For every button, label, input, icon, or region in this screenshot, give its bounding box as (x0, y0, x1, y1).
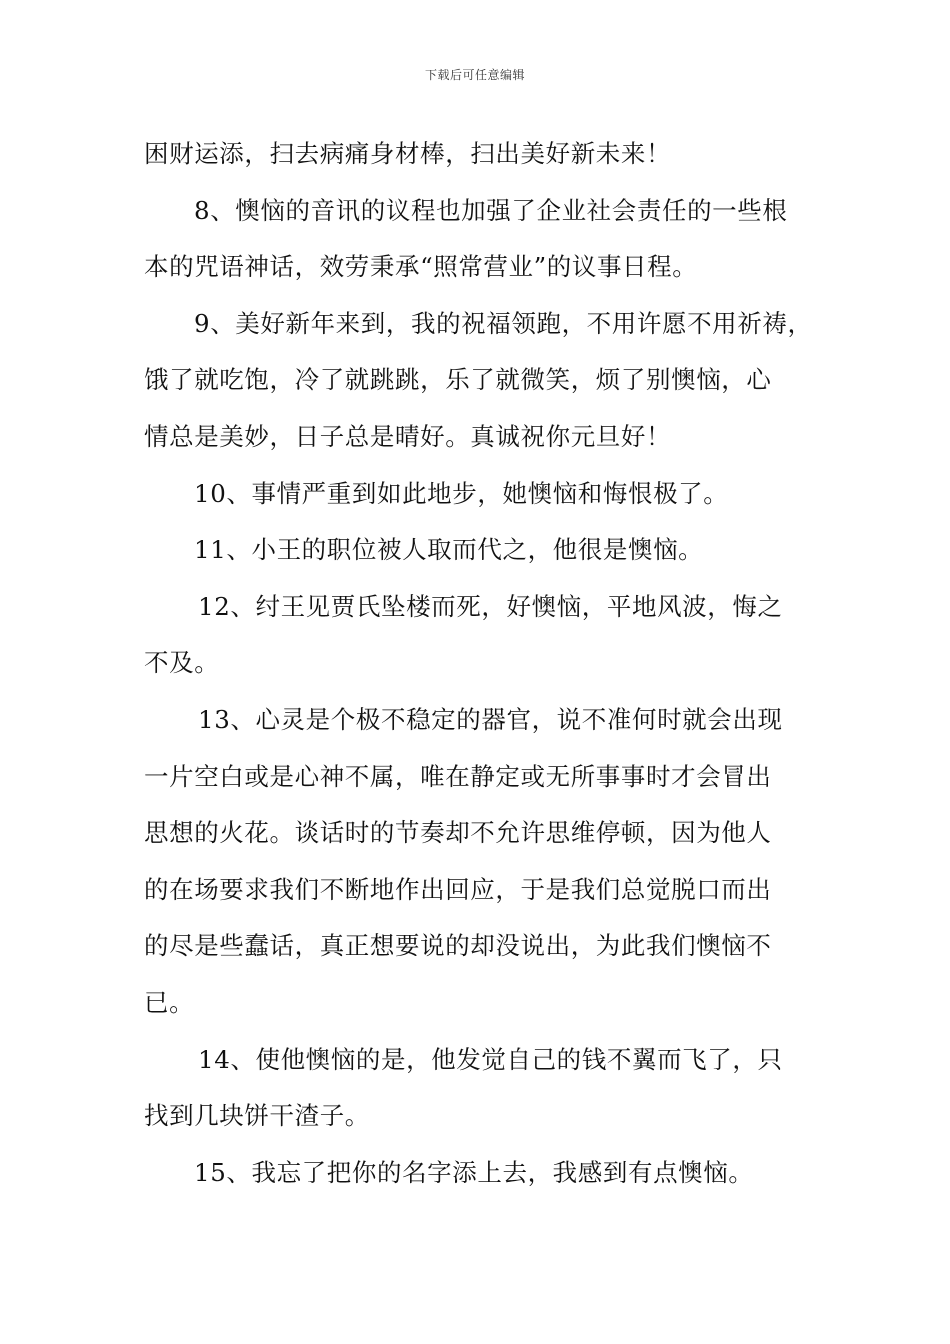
text-line: 的在场要求我们不断地作出回应，于是我们总觉脱口而出 (144, 874, 772, 904)
text-line: 一片空白或是心神不属，唯在静定或无所事事时才会冒出 (144, 761, 772, 791)
text-line: 9、美好新年来到，我的祝福领跑，不用许愿不用祈祷， (194, 308, 813, 338)
text-line: 不及。 (144, 648, 220, 678)
text-line: 找到几块饼干渣子。 (144, 1101, 370, 1131)
text-line: 饿了就吃饱，冷了就跳跳，乐了就微笑，烦了别懊恼，心 (144, 365, 772, 395)
text-line: 13、心灵是个极不稳定的器官，说不准何时就会出现 (198, 704, 783, 734)
text-line: 11、小王的职位被人取而代之，他很是懊恼。 (194, 535, 704, 565)
text-line: 的尽是些蠢话，真正想要说的却没说出，为此我们懊恼不 (144, 931, 772, 961)
document-body (144, 126, 814, 1201)
page-header: 下载后可任意编辑 (424, 68, 525, 82)
text-line: 思想的火花。谈话时的节奏却不允许思维停顿，因为他人 (144, 818, 772, 848)
text-line: 10、事情严重到如此地步，她懊恼和悔恨极了。 (194, 478, 729, 508)
text-line: 12、纣王见贾氏坠楼而死，好懊恼，平地风波，悔之 (198, 591, 783, 621)
text-line: 困财运添，扫去病痛身材棒，扫出美好新未来！ (144, 139, 672, 168)
text-line: 已。 (144, 987, 195, 1017)
text-line: 本的咒语神话，效劳秉承“照常营业”的议事日程。 (144, 252, 698, 282)
text-line: 15、我忘了把你的名字添上去，我感到有点懊恼。 (194, 1157, 754, 1187)
text-line: 情总是美妙，日子总是晴好。真诚祝你元旦好！ (144, 421, 672, 451)
text-line: 14、使他懊恼的是，他发觉自己的钱不翼而飞了，只 (198, 1044, 783, 1074)
text-line: 8、懊恼的音讯的议程也加强了企业社会责任的一些根 (194, 195, 788, 225)
